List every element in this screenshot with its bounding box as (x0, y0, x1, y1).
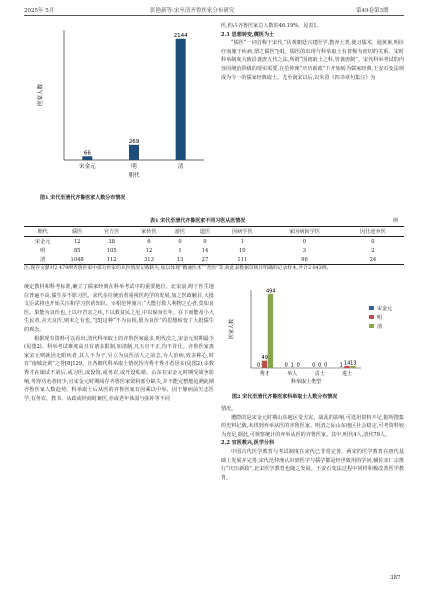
bar (176, 39, 186, 160)
table-cell: 2 (371, 247, 375, 254)
table-cell: 明 (40, 248, 46, 254)
paragraph: 情况。 (221, 406, 237, 412)
data-label: 494 (265, 288, 276, 295)
data-label: 14 (344, 360, 351, 367)
figure-1-chart (24, 22, 214, 192)
tick-label: 明 (131, 164, 137, 170)
table-cell: 12 (73, 238, 81, 245)
table-header-cell: 因仕途弃医 (359, 229, 386, 235)
table-cell: 96 (301, 256, 308, 263)
data-label: 0 (312, 362, 316, 369)
legend-swatch (369, 324, 374, 328)
table-header-cell: 游医 (174, 229, 186, 235)
page-number: 387 (390, 575, 401, 581)
bar (82, 156, 92, 160)
bar (129, 145, 139, 160)
table-header-cell: 道医 (199, 229, 211, 235)
x-axis-label: 朝代 (128, 173, 140, 179)
legend-swatch (369, 315, 374, 319)
table-1-note: 注:现存文献对2 479例齐鲁医家中部分医家的从医情况记载缺失,加以体现“精通医术”“善医”等,故此表数据仅统计明确的记录样本,共计2 043例。 (24, 266, 332, 271)
tick-label: 贡士 (314, 371, 325, 377)
legend-label: 宋金元 (377, 306, 393, 312)
table-row (24, 237, 404, 247)
table-cell: 清 (40, 257, 46, 263)
section-heading: 2.1 思想转变,儒医为士 (221, 31, 275, 38)
table-cell: 1048 (70, 256, 84, 263)
table-cell: 10 (238, 247, 246, 254)
table-cell: 0 (178, 238, 182, 245)
tick-label: 宋金元 (79, 164, 96, 170)
table-cell: 1 (240, 238, 244, 245)
data-label: 1 (290, 362, 294, 369)
y-axis-label: 医家人数 (38, 83, 44, 107)
table-header-row (24, 227, 404, 237)
paragraph: 根据现有资料可以看出,清代科举取士的齐鲁医家最多,明代次之,宋金元时期最少(见图2)。科举考试难度高且有诸多限制,如清制,凡五官不正,均不许仕。齐鲁医家离家宋元则就因无眼疾者,其人不为子,另立为良医活人之前志,为人治病,效多称心,时有“南城北黄”之誉[8]129。且各朝代科举取士情况均为秀才秀才者居多(见图2),多数秀才在屡试不第后,或习医,或设馆,或务农,或开设私塾。山东在宋金元时期受战争影响,考得功名者较少,且宋金元时期阅存齐鲁医家资料部分缺失,并不能完整地追溯此期齐鲁医家人数趋势。科举取士后从医的齐鲁医家有因乘以中举、因于躯病前矢志医学,有务农、教书、从政或经商时兼医,亦或老年体弱与弥补等不同 (24, 335, 214, 402)
header-rule (24, 15, 404, 16)
table-cell: 6 (147, 238, 151, 245)
table-header-cell: 官方医 (103, 229, 120, 235)
table-header-cell: 因病学医 (231, 229, 253, 235)
table-cell: 27 (201, 256, 209, 263)
table-1-unit: 例 (393, 218, 399, 224)
table-cell: 105 (106, 247, 117, 254)
figure-1 (24, 22, 214, 192)
table-cell: 38 (108, 238, 115, 245)
section-heading: 2.2 官医教兴,医学分科 (221, 440, 275, 447)
data-label: 0 (284, 362, 288, 369)
running-title: 张艳新等:宋至清齐鲁医家分布研究 (150, 8, 235, 14)
table-1 (24, 226, 404, 265)
right-column-top (221, 22, 404, 82)
data-label: 13 (350, 360, 357, 367)
tick-label: 举人 (287, 371, 298, 377)
data-label: 1 (339, 362, 343, 369)
table-cell: 1 (178, 247, 182, 254)
table-cell: 85 (73, 247, 81, 254)
table-header-cell: 儒医 (71, 229, 83, 235)
paragraph: 遭際的是宋金元时期山东地区受天灾、战乱的影响,可选用资料不足,据所搜集的史料记载,未找到弃举从医的齐鲁医家。明清之际山东地区社会稳定,可考资料较为充足,据此,可观察统计的弃举从医的齐鲁医家。其中,明代4人,清代79人。 (221, 414, 404, 438)
figure-1-caption: 图1 宋代至清代齐鲁医家人数分布情况 (40, 195, 126, 201)
tick-label: 清 (177, 164, 184, 170)
legend-swatch (369, 306, 374, 310)
data-label: 0 (318, 362, 322, 369)
data-label: 2144 (173, 32, 188, 39)
tick-label: 进士 (342, 371, 353, 377)
figure-2 (221, 282, 404, 392)
right-column-bottom (221, 405, 404, 482)
data-label: 0 (257, 362, 261, 369)
legend-label: 清 (377, 324, 383, 330)
x-axis-label: 科举取士类型 (290, 379, 322, 385)
table-header-cell: 朝代 (37, 229, 48, 235)
table-cell: 0 (302, 238, 307, 245)
data-label: 269 (128, 138, 140, 145)
table-cell: 111 (237, 256, 248, 263)
table-cell: 13 (176, 256, 184, 263)
figure-2-caption: 图2 宋代至清代齐鲁医家科举取士人数分布情况 (232, 394, 338, 400)
figure-2-chart (221, 282, 404, 392)
table-cell: 宋金元 (34, 239, 51, 245)
table-header-cell: 家传医 (141, 229, 157, 235)
bar (262, 361, 267, 368)
tick-label: 秀才 (259, 371, 270, 377)
table-cell: 0 (371, 238, 375, 245)
data-label: 49 (261, 355, 268, 362)
table-1-title: 表1 宋代至清代齐鲁医家不同习医从医情况 (150, 218, 246, 224)
table-row (24, 255, 404, 265)
table-cell: 12 (145, 247, 153, 254)
bar (268, 294, 273, 368)
left-column (24, 283, 214, 403)
legend-label: 明 (377, 315, 383, 321)
table-cell: 112 (106, 256, 117, 263)
table-cell: 313 (143, 256, 154, 263)
table-cell: 14 (201, 247, 209, 254)
header-date: 2025年 5月 (24, 8, 55, 14)
data-label: 0 (324, 362, 328, 369)
header-volume: 第49卷第3期 (356, 8, 389, 14)
y-axis-label: 医家人数 (229, 318, 235, 340)
paragraph: 中国古代医学教育与考试制度在宋代已非常完善。两宋的医学教育在唐代基础上发展并完善,宋代范仲淹认识到医学与儒学都是经世致用的学问,辅佐宋仁宗推行“庆历新政”,北宋医学教育也随之发展。王安石变法过程中同样积极改善医学教育, (221, 448, 404, 481)
paragraph: “儒医”一词首称于宋代,“伏观朝廷兴建医学,教养士类,使习儒术、通黄素,明诊疗而施于疾病,谓之儒医”[4]。儒医的出现与科举取士有着极为密切的关系。宋时科举制度大致沿袭唐五代之法,所谓“国初取士之科,皆袭唐制”。宋代科举考试的内容因统治阶级的现实需要,在范仲淹“庆历新政”下开始转为儒家经典,王安石变法则成为令一的儒家经典取士。尤至南宋以后,以朱熹《四书章句集注》为 (221, 40, 404, 81)
table-cell: 24 (369, 256, 377, 263)
table-row (24, 246, 404, 255)
data-label: 66 (83, 150, 91, 157)
table-cell: 9 (203, 238, 207, 245)
paragraph: 统定教材和科考标准,确立了儒家经典在科举考试中的重要地位。北宋前,碍于医生地位普遍不高,儒生多不愿习医。宋代多位统治者重视医药学的发展,加之医政触目,大批文臣武将也开始关注和学习医药知识。宰相范仲淹言:“大能行救人利物之心者,莫如良医。果能为良医也,上以疗君亲之疾,下以救贫民之厄,中以保身长年。在下而能及小大生民者,舍夫良医,则未之有也。”[5]这种“不为良相,愿为良医”的思想转变了大批儒生的观念。 (24, 284, 214, 333)
table-cell: 3 (302, 247, 307, 254)
paragraph: 医,约占齐鲁医家总人数的46.19%。见表1。 (221, 23, 322, 29)
table-header-cell: 家因病转学医 (288, 229, 321, 235)
data-label: 0 (296, 362, 300, 369)
